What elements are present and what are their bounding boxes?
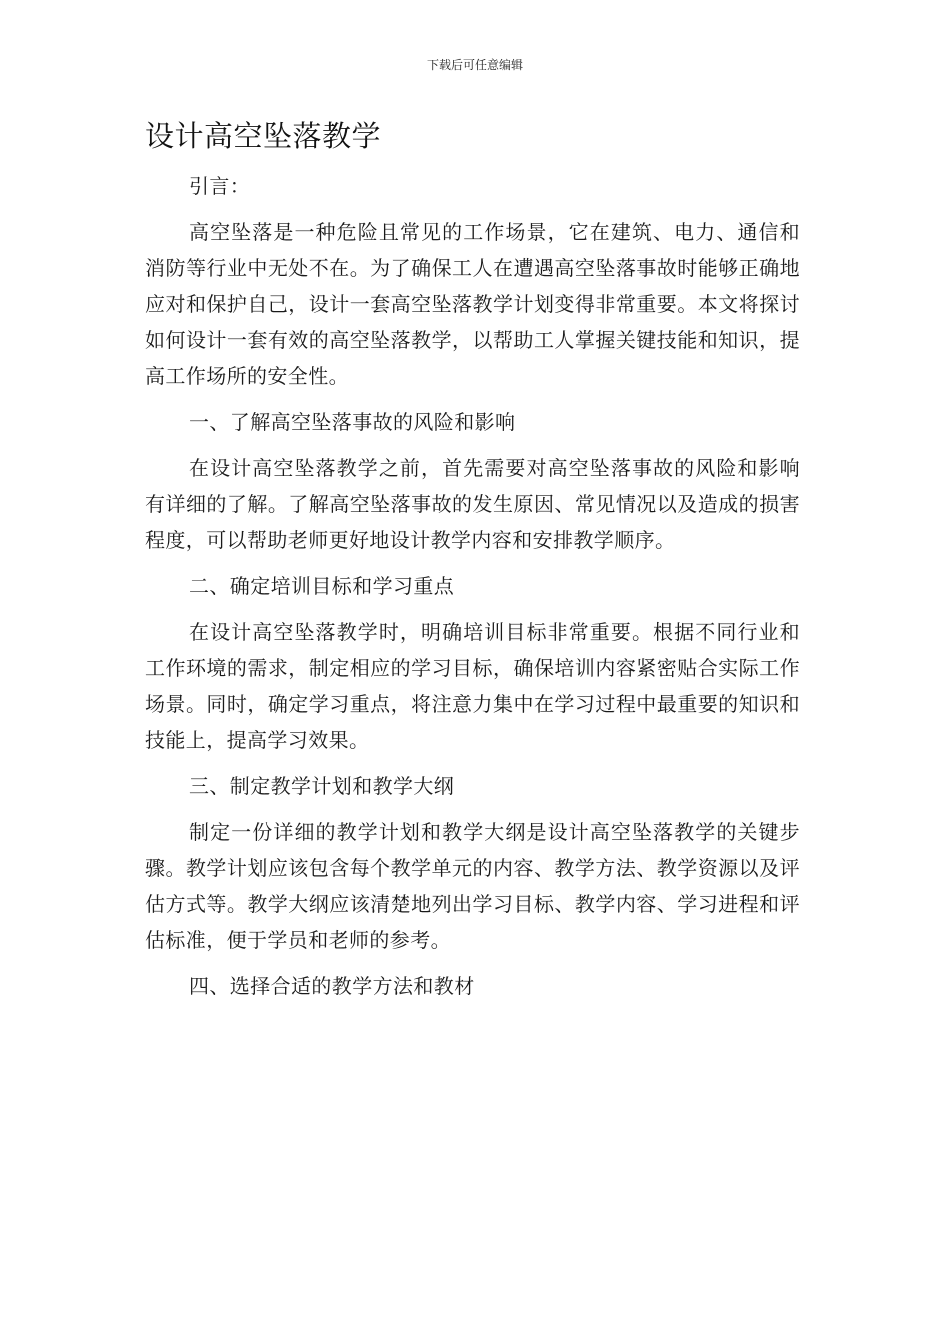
document-title: 设计高空坠落教学 (145, 119, 382, 153)
intro-label: 引言： (189, 174, 251, 198)
intro-paragraph: 高空坠落是一种危险且常见的工作场景，它在建筑、电力、通信和消防等行业中无处不在。为了确保工人在遭遇高空坠落事故时能够正确地应对和保护自己，设计一套高空坠落教学计划变得非常重要。本文将探讨如何设计一套有效的高空坠落教学，以帮助工人掌握关键技能和知识，提高工作场所的安全性。 (145, 220, 800, 388)
section-3-heading: 三、制定教学计划和教学大纲 (189, 774, 455, 798)
section-1-paragraph: 在设计高空坠落教学之前，首先需要对高空坠落事故的风险和影响有详细的了解。了解高空坠落事故的发生原因、常见情况以及造成的损害程度，可以帮助老师更好地设计教学内容和安排教学顺序。 (145, 456, 800, 552)
section-3-paragraph: 制定一份详细的教学计划和教学大纲是设计高空坠落教学的关键步骤。教学计划应该包含每个教学单元的内容、教学方法、教学资源以及评估方式等。教学大纲应该清楚地列出学习目标、教学内容、学习进程和评估标准，便于学员和老师的参考。 (145, 820, 800, 952)
section-2-heading: 二、确定培训目标和学习重点 (189, 574, 455, 598)
header-note: 下载后可任意编辑 (426, 58, 523, 72)
section-4-heading: 四、选择合适的教学方法和教材 (189, 974, 475, 998)
section-1-heading: 一、了解高空坠落事故的风险和影响 (189, 410, 516, 434)
document-body (145, 168, 800, 1014)
section-2-paragraph: 在设计高空坠落教学时，明确培训目标非常重要。根据不同行业和工作环境的需求，制定相应的学习目标，确保培训内容紧密贴合实际工作场景。同时，确定学习重点，将注意力集中在学习过程中最重要的知识和技能上，提高学习效果。 (145, 620, 800, 752)
